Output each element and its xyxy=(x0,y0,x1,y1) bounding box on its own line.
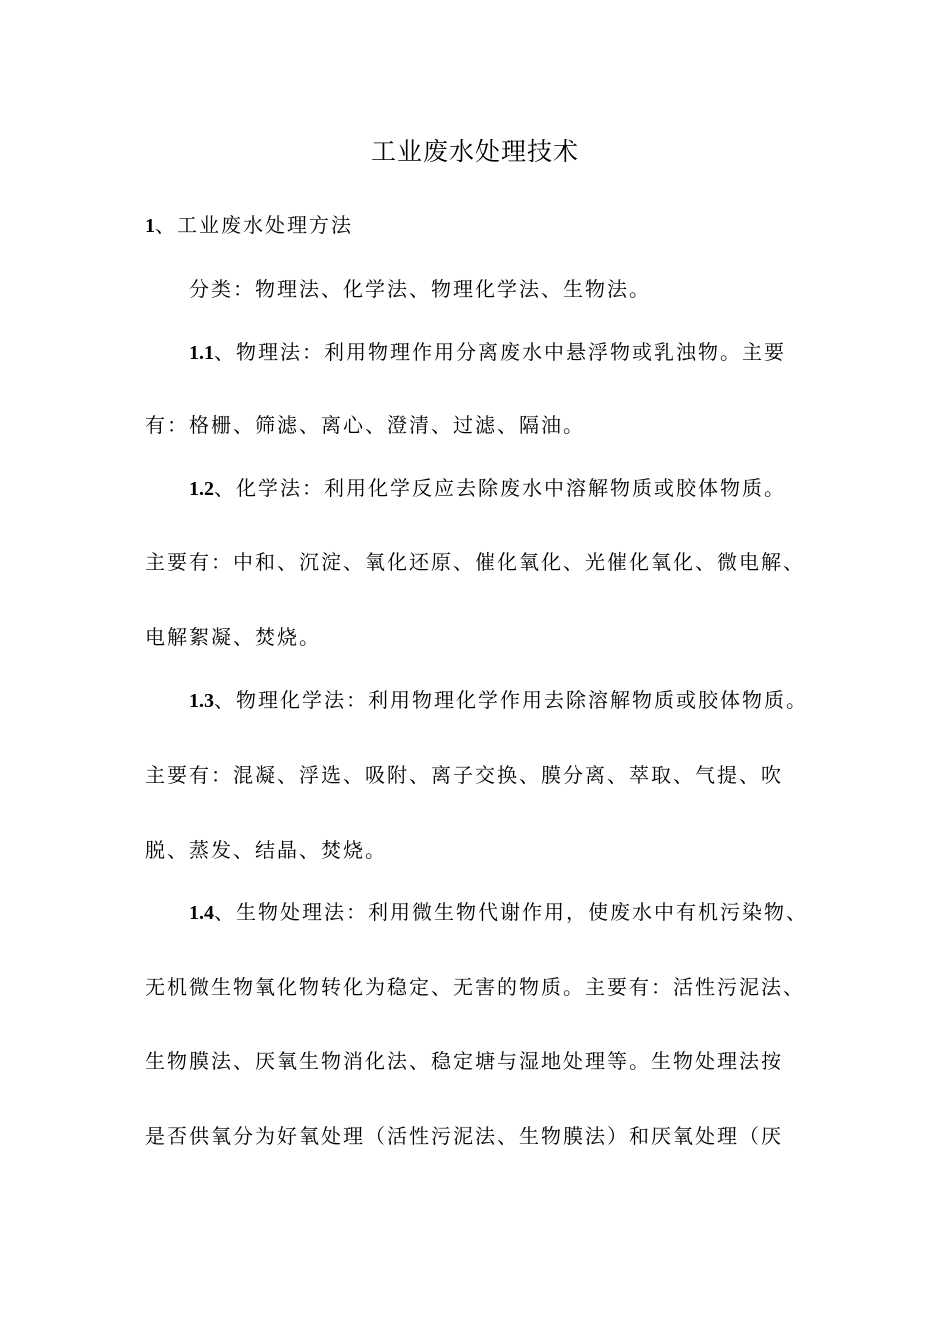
subsection-1-4-continuation: 生物膜法、厌氧生物消化法、稳定塘与湿地处理等。生物处理法按 xyxy=(145,1049,783,1073)
subsection-1-2-continuation: 主要有：中和、沉淀、氧化还原、催化氧化、光催化氧化、微电解、 xyxy=(145,550,805,574)
subsection-1-3-line xyxy=(189,685,808,716)
subsection-1-4-line xyxy=(189,897,808,928)
subsection-1-2-continuation: 电解絮凝、焚烧。 xyxy=(145,625,321,649)
classification-paragraph: 分类：物理法、化学法、物理化学法、生物法。 xyxy=(189,277,651,301)
section-number: 1 xyxy=(145,215,155,237)
subsection-number: 1.4 xyxy=(189,902,214,924)
subsection-1-3-continuation: 脱、蒸发、结晶、焚烧。 xyxy=(145,838,387,862)
subsection-1-2-line xyxy=(189,473,786,504)
subsection-text: 、物理法：利用物理作用分离废水中悬浮物或乳浊物。主要 xyxy=(214,340,786,364)
subsection-1-4-continuation: 无机微生物氧化物转化为稳定、无害的物质。主要有：活性污泥法、 xyxy=(145,975,805,999)
subsection-number: 1.1 xyxy=(189,342,214,364)
subsection-1-4-continuation: 是否供氧分为好氧处理（活性污泥法、生物膜法）和厌氧处理（厌 xyxy=(145,1124,783,1148)
section-heading-text: 、工业废水处理方法 xyxy=(155,213,353,237)
subsection-text: 、物理化学法：利用物理化学作用去除溶解物质或胶体物质。 xyxy=(214,688,808,712)
subsection-number: 1.3 xyxy=(189,690,214,712)
section-heading xyxy=(145,210,353,241)
subsection-text: 、生物处理法：利用微生物代谢作用，使废水中有机污染物、 xyxy=(214,900,808,924)
subsection-text: 、化学法：利用化学反应去除废水中溶解物质或胶体物质。 xyxy=(214,476,786,500)
subsection-1-1-continuation: 有：格栅、筛滤、离心、澄清、过滤、隔油。 xyxy=(145,413,585,437)
subsection-1-3-continuation: 主要有：混凝、浮选、吸附、离子交换、膜分离、萃取、气提、吹 xyxy=(145,763,783,787)
subsection-number: 1.2 xyxy=(189,478,214,500)
page-title: 工业废水处理技术 xyxy=(370,137,579,166)
subsection-1-1-line xyxy=(189,337,786,368)
